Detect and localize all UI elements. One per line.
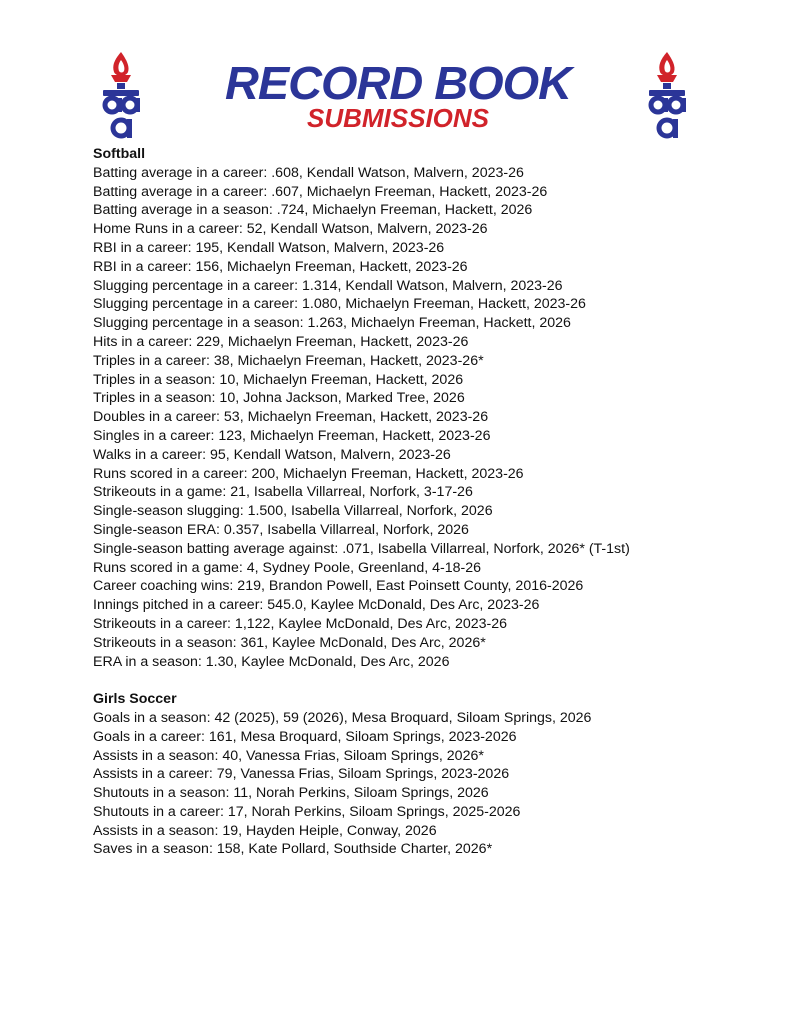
record-entry: Strikeouts in a season: 361, Kaylee McDonald, Des Arc, 2026* xyxy=(93,634,486,651)
record-entry: RBI in a career: 156, Michaelyn Freeman, Hackett, 2023-26 xyxy=(93,258,468,275)
record-entry: Runs scored in a career: 200, Michaelyn Freeman, Hackett, 2023-26 xyxy=(93,465,524,482)
torch-logo-left xyxy=(97,50,145,142)
torch-logo-right xyxy=(643,50,691,142)
record-entry: Single-season batting average against: .071, Isabella Villarreal, Norfork, 2026* (T-1st) xyxy=(93,540,630,557)
record-entry: Hits in a career: 229, Michaelyn Freeman, Hackett, 2023-26 xyxy=(93,333,469,350)
record-entry: RBI in a career: 195, Kendall Watson, Malvern, 2023-26 xyxy=(93,239,445,256)
record-entry: Walks in a career: 95, Kendall Watson, Malvern, 2023-26 xyxy=(93,446,451,463)
record-entry: Goals in a season: 42 (2025), 59 (2026), Mesa Broquard, Siloam Springs, 2026 xyxy=(93,709,592,726)
record-entry: Assists in a season: 40, Vanessa Frias, Siloam Springs, 2026* xyxy=(93,747,484,764)
record-entry: Goals in a career: 161, Mesa Broquard, Siloam Springs, 2023-2026 xyxy=(93,728,517,745)
record-entry: Triples in a season: 10, Johna Jackson, Marked Tree, 2026 xyxy=(93,390,465,407)
record-entry: Strikeouts in a game: 21, Isabella Villarreal, Norfork, 3-17-26 xyxy=(93,484,473,501)
record-entry: Single-season ERA: 0.357, Isabella Villarreal, Norfork, 2026 xyxy=(93,521,469,538)
record-entry: Single-season slugging: 1.500, Isabella Villarreal, Norfork, 2026 xyxy=(93,503,493,520)
section-heading: Softball xyxy=(93,146,146,162)
torch-aaa-logo-icon xyxy=(643,50,691,142)
record-entry: Triples in a career: 38, Michaelyn Freeman, Hackett, 2023-26* xyxy=(93,352,484,369)
record-entry: Slugging percentage in a season: 1.263, Michaelyn Freeman, Hackett, 2026 xyxy=(93,315,571,332)
record-entry: Batting average in a career: .607, Michaelyn Freeman, Hackett, 2023-26 xyxy=(93,183,548,200)
record-entry: Runs scored in a game: 4, Sydney Poole, Greenland, 4-18-26 xyxy=(93,559,482,576)
banner-title: RECORD BOOK xyxy=(225,57,571,109)
record-entry: Batting average in a career: .608, Kendall Watson, Malvern, 2023-26 xyxy=(93,164,524,181)
banner-subtitle: SUBMISSIONS xyxy=(306,103,490,133)
entries-list xyxy=(93,164,753,672)
section-girls-soccer xyxy=(93,690,753,859)
record-entry: Slugging percentage in a career: 1.080, Michaelyn Freeman, Hackett, 2023-26 xyxy=(93,296,586,313)
record-book-banner xyxy=(200,58,596,136)
record-entry: Shutouts in a career: 17, Norah Perkins, Siloam Springs, 2025-2026 xyxy=(93,803,521,820)
record-entry: Strikeouts in a career: 1,122, Kaylee McDonald, Des Arc, 2023-26 xyxy=(93,615,508,632)
section-heading: Girls Soccer xyxy=(93,691,177,708)
record-entry: Singles in a career: 123, Michaelyn Freeman, Hackett, 2023-26 xyxy=(93,427,491,444)
record-entry: Assists in a career: 79, Vanessa Frias, Siloam Springs, 2023-2026 xyxy=(93,766,510,783)
record-entry: Triples in a season: 10, Michaelyn Freeman, Hackett, 2026 xyxy=(93,371,464,388)
record-entry: Shutouts in a season: 11, Norah Perkins, Siloam Springs, 2026 xyxy=(93,785,489,802)
record-entry: ERA in a season: 1.30, Kaylee McDonald, Des Arc, 2026 xyxy=(93,653,450,670)
section-softball xyxy=(93,145,753,671)
record-entry: Assists in a season: 19, Hayden Heiple, Conway, 2026 xyxy=(93,822,437,839)
entries-list xyxy=(93,709,753,859)
record-entry: Home Runs in a career: 52, Kendall Watson, Malvern, 2023-26 xyxy=(93,221,488,238)
record-entry: Slugging percentage in a career: 1.314, Kendall Watson, Malvern, 2023-26 xyxy=(93,277,563,294)
records-content xyxy=(93,145,753,859)
torch-aaa-logo-icon xyxy=(97,50,145,142)
record-entry: Doubles in a career: 53, Michaelyn Freeman, Hackett, 2023-26 xyxy=(93,409,489,426)
record-entry: Innings pitched in a career: 545.0, Kaylee McDonald, Des Arc, 2023-26 xyxy=(93,597,540,614)
record-entry: Batting average in a season: .724, Michaelyn Freeman, Hackett, 2026 xyxy=(93,202,533,219)
record-entry: Saves in a season: 158, Kate Pollard, Southside Charter, 2026* xyxy=(93,841,493,858)
record-entry: Career coaching wins: 219, Brandon Powell, East Poinsett County, 2016-2026 xyxy=(93,578,584,595)
